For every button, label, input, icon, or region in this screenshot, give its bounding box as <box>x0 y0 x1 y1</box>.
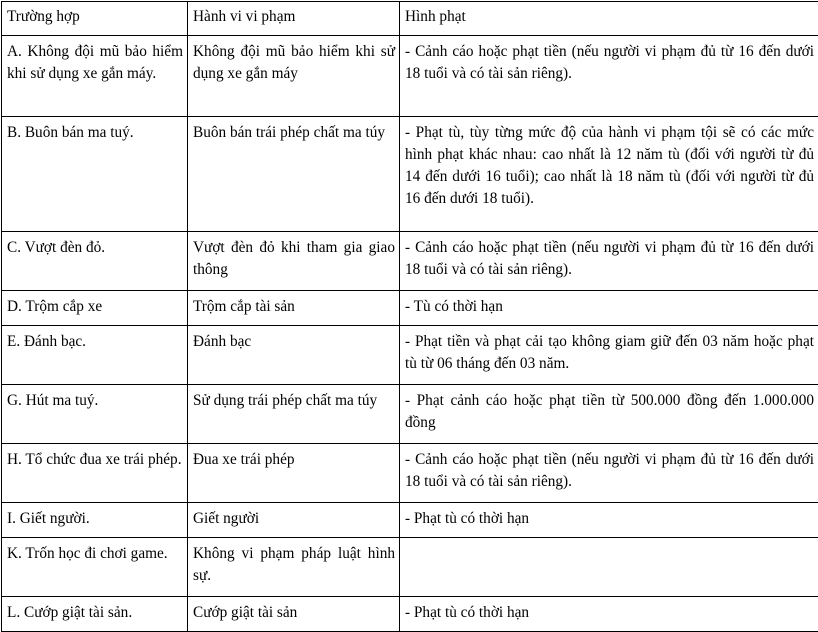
penalty-cell: - Cảnh cáo hoặc phạt tiền (nếu người vi phạm đủ từ 16 đến dưới 18 tuổi và có tài sản riêng). <box>400 36 818 117</box>
violation-cell: Đua xe trái phép <box>188 444 400 503</box>
violation-cell: Trộm cắp tài sản <box>188 291 400 326</box>
table-row <box>2 326 818 385</box>
case-cell: K. Trốn học đi chơi game. <box>2 538 188 597</box>
table-header-row <box>2 2 818 36</box>
case-cell: L. Cướp giật tài sản. <box>2 597 188 632</box>
violation-cell: Vượt đèn đỏ khi tham gia giao thông <box>188 232 400 291</box>
violation-cell: Giết người <box>188 503 400 538</box>
table-row <box>2 385 818 444</box>
violation-cell: Sử dụng trái phép chất ma túy <box>188 385 400 444</box>
penalty-cell: - Cảnh cáo hoặc phạt tiền (nếu người vi phạm đủ từ 16 đến dưới 18 tuổi và có tài sản riêng). <box>400 444 818 503</box>
violation-cell: Đánh bạc <box>188 326 400 385</box>
penalty-cell <box>400 538 818 597</box>
case-cell: B. Buôn bán ma tuý. <box>2 117 188 232</box>
case-cell: A. Không đội mũ bảo hiểm khi sử dụng xe gắn máy. <box>2 36 188 117</box>
case-cell: C. Vượt đèn đỏ. <box>2 232 188 291</box>
header-penalty: Hình phạt <box>400 2 818 36</box>
penalty-cell: - Phạt tù, tùy từng mức độ của hành vi phạm tội sẽ có các mức hình phạt khác nhau: cao nhất là 12 năm tù (đối với người từ đủ 14 đến dưới 16 tuổi); cao nhất là 18 năm tù (đối với người từ đủ 16 đến dưới 18 tuổi). <box>400 117 818 232</box>
case-cell: H. Tổ chức đua xe trái phép. <box>2 444 188 503</box>
table-row <box>2 503 818 538</box>
table-row <box>2 36 818 117</box>
table-row <box>2 117 818 232</box>
violations-table <box>1 1 818 632</box>
table-row <box>2 444 818 503</box>
header-case: Trường hợp <box>2 2 188 36</box>
violation-cell: Không đội mũ bảo hiểm khi sử dụng xe gắn máy <box>188 36 400 117</box>
penalty-cell: - Cảnh cáo hoặc phạt tiền (nếu người vi phạm đủ từ 16 đến dưới 18 tuổi và có tài sản riêng). <box>400 232 818 291</box>
case-cell: G. Hút ma tuý. <box>2 385 188 444</box>
violation-cell: Buôn bán trái phép chất ma túy <box>188 117 400 232</box>
penalty-cell: - Phạt tù có thời hạn <box>400 503 818 538</box>
table-row <box>2 538 818 597</box>
table-row <box>2 597 818 632</box>
penalty-cell: - Phạt cảnh cáo hoặc phạt tiền từ 500.000 đồng đến 1.000.000 đồng <box>400 385 818 444</box>
penalty-cell: - Phạt tiền và phạt cải tạo không giam giữ đến 03 năm hoặc phạt tù từ 06 tháng đến 03 năm. <box>400 326 818 385</box>
case-cell: E. Đánh bạc. <box>2 326 188 385</box>
penalty-cell: - Tù có thời hạn <box>400 291 818 326</box>
header-violation: Hành vi vi phạm <box>188 2 400 36</box>
penalty-cell: - Phạt tù có thời hạn <box>400 597 818 632</box>
table-row <box>2 291 818 326</box>
case-cell: D. Trộm cắp xe <box>2 291 188 326</box>
violation-cell: Cướp giật tài sản <box>188 597 400 632</box>
table-row <box>2 232 818 291</box>
case-cell: I. Giết người. <box>2 503 188 538</box>
violation-cell: Không vi phạm pháp luật hình sự. <box>188 538 400 597</box>
